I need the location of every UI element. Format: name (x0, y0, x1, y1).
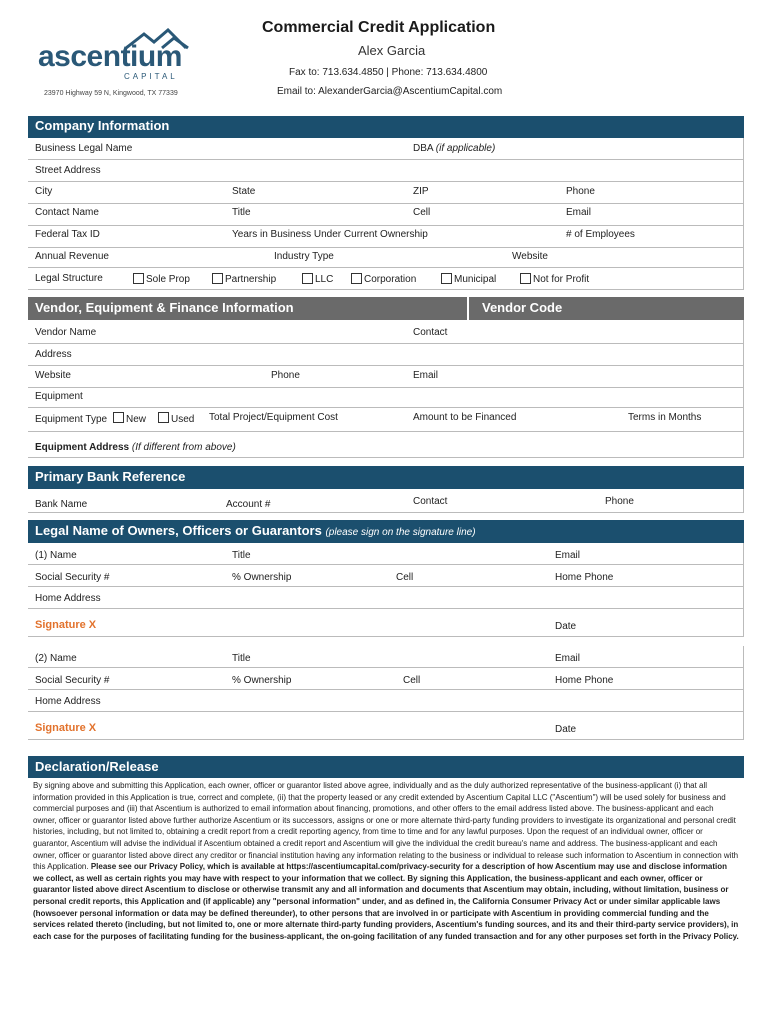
equipment-address-label (35, 442, 236, 453)
row-bank (28, 489, 744, 513)
owners-header (28, 520, 744, 543)
row-business-name (28, 138, 744, 160)
vendor-code-label: Vendor Code (482, 300, 563, 315)
logo (38, 28, 198, 88)
company-info-header: Company Information (28, 116, 744, 138)
dba-text: DBA (413, 143, 434, 154)
municipal-label: Municipal (454, 274, 497, 285)
state-label: State (232, 186, 256, 197)
used-label: Used (171, 414, 195, 425)
owner2-email-label: Email (555, 653, 581, 664)
row-vendor-website (28, 366, 744, 388)
owner1-date-label: Date (555, 621, 577, 632)
owner1-row-address (28, 587, 744, 609)
bank-name-label: Bank Name (35, 499, 88, 510)
owner1-row-ssn (28, 565, 744, 587)
llc-label: LLC (315, 274, 334, 285)
row-vendor-name (28, 320, 744, 344)
corporation-checkbox[interactable] (351, 273, 362, 284)
owner2-ownership-label: % Ownership (232, 675, 292, 686)
dba-note: (if applicable) (435, 143, 496, 154)
equipment-address-note: (If different from above) (131, 442, 236, 453)
new-label: New (126, 414, 147, 425)
row-contact (28, 204, 744, 226)
dba-label (413, 143, 495, 154)
declaration-text (33, 780, 739, 942)
vendor-address-label: Address (35, 349, 72, 360)
owner1-name-label: (1) Name (35, 550, 77, 561)
owner1-cell-label: Cell (396, 572, 414, 583)
vendor-name-label: Vendor Name (35, 327, 97, 338)
declaration-header: Declaration/Release (28, 756, 744, 778)
owner1-home-phone-label: Home Phone (555, 572, 614, 583)
amount-financed-label: Amount to be Financed (413, 412, 517, 423)
industry-type-label: Industry Type (274, 251, 334, 262)
bank-phone-label: Phone (605, 496, 634, 507)
sole-prop-label: Sole Prop (146, 274, 190, 285)
annual-revenue-label: Annual Revenue (35, 251, 109, 262)
city-label: City (35, 186, 53, 197)
zip-label: ZIP (413, 186, 429, 197)
logo-subtitle: CAPITAL (124, 72, 178, 81)
owner2-row-signature (28, 712, 744, 740)
partnership-checkbox[interactable] (212, 273, 223, 284)
used-checkbox[interactable] (158, 412, 169, 423)
total-cost-label: Total Project/Equipment Cost (209, 412, 338, 423)
bank-reference-header: Primary Bank Reference (28, 466, 744, 489)
logo-wordmark: ascentium (38, 40, 182, 73)
equipment-type-label: Equipment Type (35, 414, 108, 425)
fax-phone-line: Fax to: 713.634.4850 | Phone: 713.634.4800 (289, 67, 488, 78)
cell-label: Cell (413, 207, 431, 218)
vendor-website-label: Website (35, 370, 71, 381)
website-label: Website (512, 251, 548, 262)
contact-name-label: Contact Name (35, 207, 99, 218)
owner2-name-label: (2) Name (35, 653, 77, 664)
email-label: Email (566, 207, 592, 218)
company-address: 23970 Highway 59 N, Kingwood, TX 77339 (44, 90, 178, 97)
owner1-row-signature (28, 609, 744, 637)
legal-structure-label: Legal Structure (35, 273, 103, 284)
owner2-date-label: Date (555, 724, 577, 735)
row-street (28, 160, 744, 182)
years-in-business-label: Years in Business Under Current Ownership (232, 229, 428, 240)
vendor-contact-label: Contact (413, 327, 448, 338)
vendor-code-header (469, 297, 744, 320)
row-revenue (28, 248, 744, 268)
owner2-row-address (28, 690, 744, 712)
vendor-info-header: Vendor, Equipment & Finance Information (28, 297, 467, 320)
phone-label: Phone (566, 186, 595, 197)
municipal-checkbox[interactable] (441, 273, 452, 284)
owner2-home-address-label: Home Address (35, 696, 101, 707)
new-checkbox[interactable] (113, 412, 124, 423)
not-for-profit-checkbox[interactable] (520, 273, 531, 284)
bank-contact-label: Contact (413, 496, 448, 507)
federal-tax-id-label: Federal Tax ID (35, 229, 100, 240)
terms-months-label: Terms in Months (628, 412, 702, 423)
form-title: Commercial Credit Application (262, 19, 496, 36)
bank-account-label: Account # (226, 499, 271, 510)
llc-checkbox[interactable] (302, 273, 313, 284)
owner2-title-label: Title (232, 653, 251, 664)
street-address-label: Street Address (35, 165, 101, 176)
email-line: Email to: AlexanderGarcia@AscentiumCapital.com (277, 86, 503, 97)
owner1-email-label: Email (555, 550, 581, 561)
owner2-home-phone-label: Home Phone (555, 675, 614, 686)
owners-heading-note: (please sign on the signature line) (325, 527, 476, 538)
owner2-ssn-label: Social Security # (35, 675, 110, 686)
rep-name: Alex Garcia (358, 43, 426, 58)
row-city (28, 182, 744, 204)
owner2-row-name (28, 646, 744, 668)
owner1-signature-label[interactable]: Signature X (35, 619, 97, 631)
row-equipment (28, 388, 744, 408)
owner2-signature-label[interactable]: Signature X (35, 722, 97, 734)
row-vendor-address (28, 344, 744, 366)
partnership-label: Partnership (225, 274, 277, 285)
owner1-home-address-label: Home Address (35, 593, 101, 604)
business-legal-name-label: Business Legal Name (35, 143, 133, 154)
not-for-profit-label: Not for Profit (533, 274, 590, 285)
corporation-label: Corporation (364, 274, 417, 285)
owner1-row-name (28, 543, 744, 565)
vendor-email-label: Email (413, 370, 439, 381)
owners-heading-text: Legal Name of Owners, Officers or Guarantors (35, 523, 322, 538)
owner2-cell-label: Cell (403, 675, 421, 686)
vendor-phone-label: Phone (271, 370, 300, 381)
owner1-title-label: Title (232, 550, 251, 561)
sole-prop-checkbox[interactable] (133, 273, 144, 284)
owner1-ownership-label: % Ownership (232, 572, 292, 583)
owner1-ssn-label: Social Security # (35, 572, 110, 583)
equipment-label: Equipment (35, 391, 83, 402)
num-employees-label: # of Employees (566, 229, 635, 240)
owner2-row-ssn (28, 668, 744, 690)
title-label: Title (232, 207, 251, 218)
equipment-address-text: Equipment Address (35, 442, 130, 453)
declaration-paragraph-1: By signing above and submitting this Application, each owner, officer or guarantor listed above agree, individually and as the duly authorized representative of the business-applicant (i) that all information provided in this Application is true, correct and complete, (ii) that the property leased or any credit extended by Ascentium Capital LLC ("Ascentium") will be used solely for business and commercial purposes and (iii) that Ascentium is authorized to email information about financing, promotions, and other offers to the email address listed above. The business-applicant and each owner, officer or guarantor listed above further authorize Ascentium or its successors, assigns or one or more alternate third-party funding providers to investigate its organizational and personal credit histories, including, but not limited to, obtaining a credit report from a credit reporting agency, from time to time and for any lawful purposes. Upon the request of an individual owner, officer or guarantor, Ascentium will advise the individual if Ascentium obtained a credit report and Ascentium will give the individual the credit bureau's name and address. The business-applicant and each owner, officer or guarantor listed above direct any creditor or financial institution having any information relating to the business or individual to release such information to Ascentium in connection with this Application. (33, 781, 739, 872)
declaration-paragraph-2: Please see our Privacy Policy, which is available at https://ascentiumcapital.com/privacy-security for a description of how Ascentium may use and disclose information we collect, as well as certain rights you may have with respect to your information that we collect. By signing this Application, the business-applicant and each owner, officer or guarantor listed above direct Ascentium to disclose or otherwise transmit any and all information and documents that Ascentium may obtain, including, without limitation, business or personal credit reports, this Application and (if applicable) any "personal information" under, and as defined in, the California Consumer Privacy Act or under similar applicable laws (howsoever personal information or data may be defined thereunder), to other persons that are involved in or participate with Ascentium in providing commercial funding and the services related thereto (including, but not limited to, one or more alternate third-party funding providers, Ascentium's funding sources, and its and their third-party service providers), in each case for the purposes of facilitating funding for the business-applicant, the on-going facilitation of any funded transaction and for any other purposes set forth in the Privacy Policy. (33, 862, 739, 941)
